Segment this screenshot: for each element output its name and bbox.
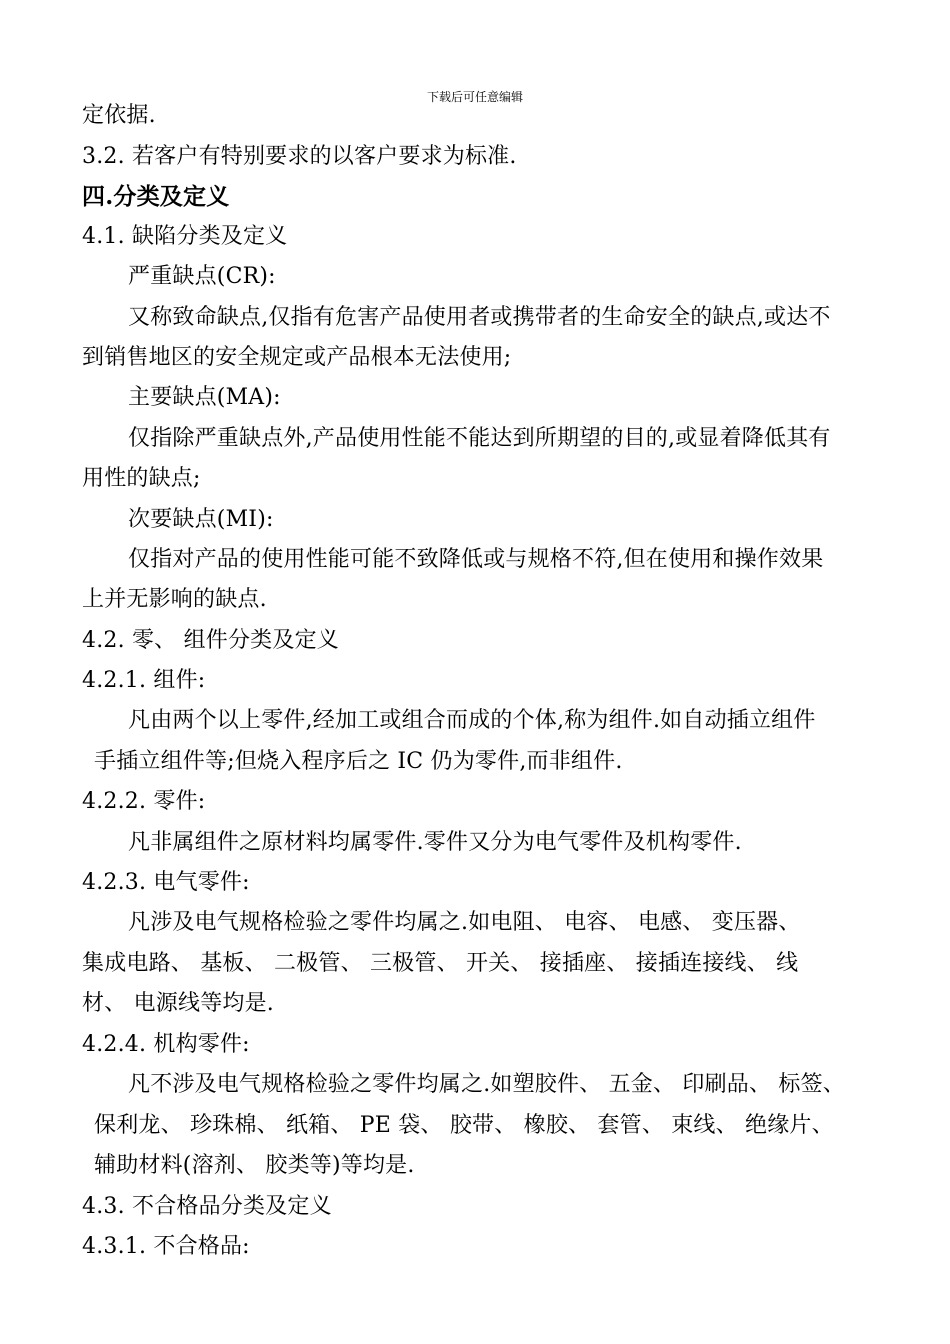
- critical-defect-label: 严重缺点(CR):: [128, 264, 276, 289]
- text-line: 又称致命缺点,仅指有危害产品使用者或携带者的生命安全的缺点,或达不: [128, 305, 831, 330]
- section-4-2-2: 4.2.2. 零件:: [82, 789, 206, 814]
- text-line: 保利龙、 珍珠棉、 纸箱、 PE 袋、 胶带、 橡胶、 套管、 束线、 绝缘片、: [94, 1113, 834, 1138]
- section-4-1: 4.1. 缺陷分类及定义: [82, 224, 288, 249]
- text-line: 凡非属组件之原材料均属零件.零件又分为电气零件及机构零件.: [128, 830, 742, 855]
- text-line: 仅指除严重缺点外,产品使用性能不能达到所期望的目的,或显着降低其有: [128, 426, 831, 451]
- text-line: 材、 电源线等均是.: [82, 991, 274, 1016]
- section-4-2-4: 4.2.4. 机构零件:: [82, 1032, 250, 1057]
- text-line: 上并无影响的缺点.: [82, 587, 267, 612]
- text-line: 仅指对产品的使用性能可能不致降低或与规格不符,但在使用和操作效果: [128, 547, 824, 572]
- section-4-3-1: 4.3.1. 不合格品:: [82, 1234, 250, 1259]
- text-line: 用性的缺点;: [82, 466, 201, 491]
- text-line: 到销售地区的安全规定或产品根本无法使用;: [82, 345, 512, 370]
- minor-defect-label: 次要缺点(MI):: [128, 507, 274, 532]
- section-4-heading: 四.分类及定义: [82, 183, 230, 210]
- text-line: 凡不涉及电气规格检验之零件均属之.如塑胶件、 五金、 印刷品、 标签、: [128, 1072, 845, 1097]
- section-4-2: 4.2. 零、 组件分类及定义: [82, 628, 339, 653]
- section-4-3: 4.3. 不合格品分类及定义: [82, 1194, 332, 1219]
- text-line: 辅助材料(溶剂、 胶类等)等均是.: [94, 1153, 415, 1178]
- text-line: 定依据.: [82, 103, 156, 128]
- page-header-note: 下载后可任意编辑: [426, 90, 523, 104]
- section-4-2-3: 4.2.3. 电气零件:: [82, 870, 250, 895]
- text-line: 集成电路、 基板、 二极管、 三极管、 开关、 接插座、 接插连接线、 线: [82, 951, 799, 976]
- section-3-2: 3.2. 若客户有特别要求的以客户要求为标准.: [82, 144, 517, 169]
- section-4-2-1: 4.2.1. 组件:: [82, 668, 206, 693]
- major-defect-label: 主要缺点(MA):: [128, 385, 281, 410]
- text-line: 凡由两个以上零件,经加工或组合而成的个体,称为组件.如自动插立组件: [128, 708, 816, 733]
- text-line: 凡涉及电气规格检验之零件均属之.如电阻、 电容、 电感、 变压器、: [128, 910, 801, 935]
- text-line: 手插立组件等;但烧入程序后之 IC 仍为零件,而非组件.: [94, 749, 623, 774]
